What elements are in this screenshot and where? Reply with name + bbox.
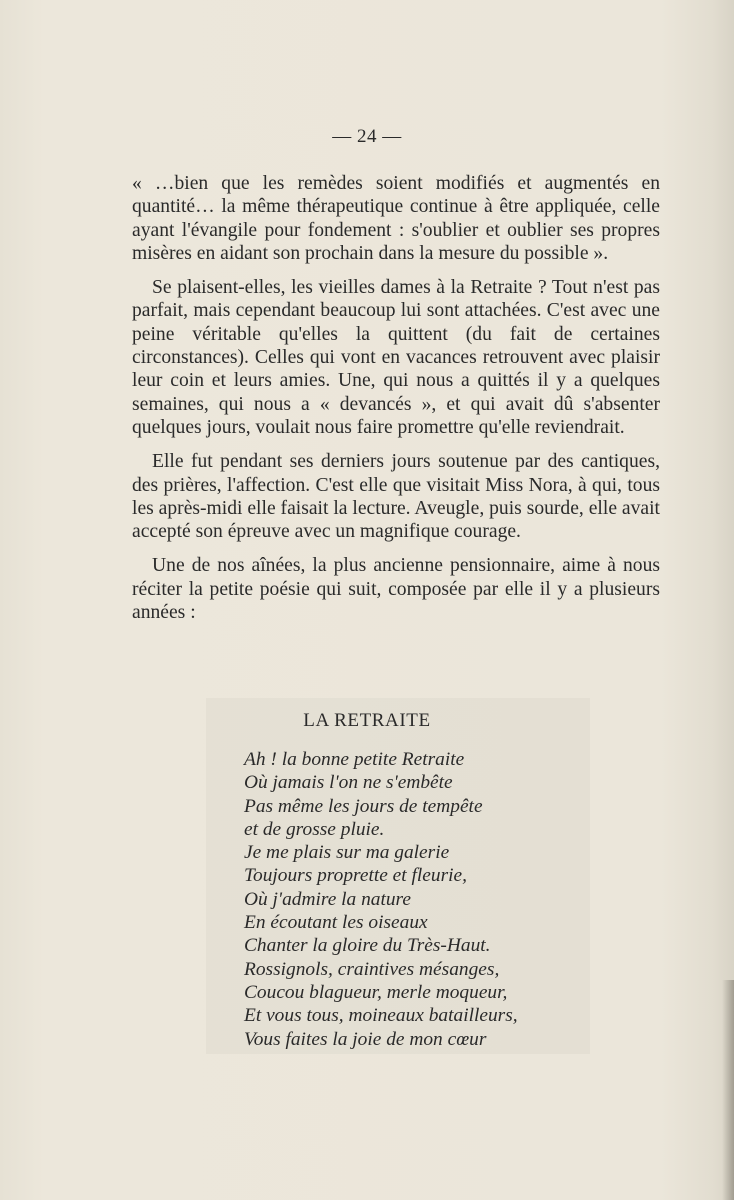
poem-line: Je me plais sur ma galerie xyxy=(244,842,450,864)
paragraph-quote: « …bien que les remèdes soient modifiés et augmentés en quantité… la même thérapeutique continue à être appliquée, celle ayant l'évangile pour fondement : s'oublier et oublier ses propres misères en aidant son prochain dans la mesure du possible ». xyxy=(132,173,660,264)
poem-line: Coucou blagueur, merle moqueur, xyxy=(244,981,508,1003)
poem-line: Toujours proprette et fleurie, xyxy=(244,865,467,887)
poem-line: Rossignols, craintives mésanges, xyxy=(244,958,500,980)
body-text xyxy=(132,172,660,635)
poem-line: Chanter la gloire du Très-Haut. xyxy=(244,935,491,957)
paragraph: Se plaisent-elles, les vieilles dames à la Retraite ? Tout n'est pas parfait, mais cependant beaucoup lui sont attachées. C'est avec une peine véritable qu'elles la quittent (du fait de certaines circonstances). Celles qui vont en vacances retrouvent avec plaisir leur coin et leurs amies. Une, qui nous a quittés il y a quelques semaines, qui nous a « devancés », et qui avait dû s'absenter quelques jours, voulait nous faire promettre qu'elle reviendrait. xyxy=(132,277,660,438)
poem xyxy=(244,748,584,1051)
paragraph: Elle fut pendant ses derniers jours soutenue par des cantiques, des prières, l'affection. C'est elle que visitait Miss Nora, à qui, tous les après-midi elle faisait la lecture. Aveugle, puis sourde, elle avait accepté son épreuve avec un magnifique courage. xyxy=(132,451,660,543)
poem-title: LA RETRAITE xyxy=(303,710,431,731)
page-edge-shadow xyxy=(722,980,734,1200)
poem-line: Ah ! la bonne petite Retraite xyxy=(244,749,465,770)
poem-line: Et vous tous, moineaux batailleurs, xyxy=(244,1005,518,1027)
poem-line: En écoutant les oiseaux xyxy=(244,912,428,934)
paragraph: Une de nos aînées, la plus ancienne pensionnaire, aime à nous réciter la petite poésie qui suit, composée par elle il y a plusieurs années : xyxy=(132,555,660,624)
poem-line: et de grosse pluie. xyxy=(244,818,385,840)
page-number: — 24 — xyxy=(332,126,402,147)
poem-line: Vous faites la joie de mon cœur xyxy=(244,1028,487,1050)
poem-line: Où jamais l'on ne s'embête xyxy=(244,772,453,794)
poem-line: Pas même les jours de tempête xyxy=(244,795,483,817)
poem-line: Où j'admire la nature xyxy=(244,888,411,910)
